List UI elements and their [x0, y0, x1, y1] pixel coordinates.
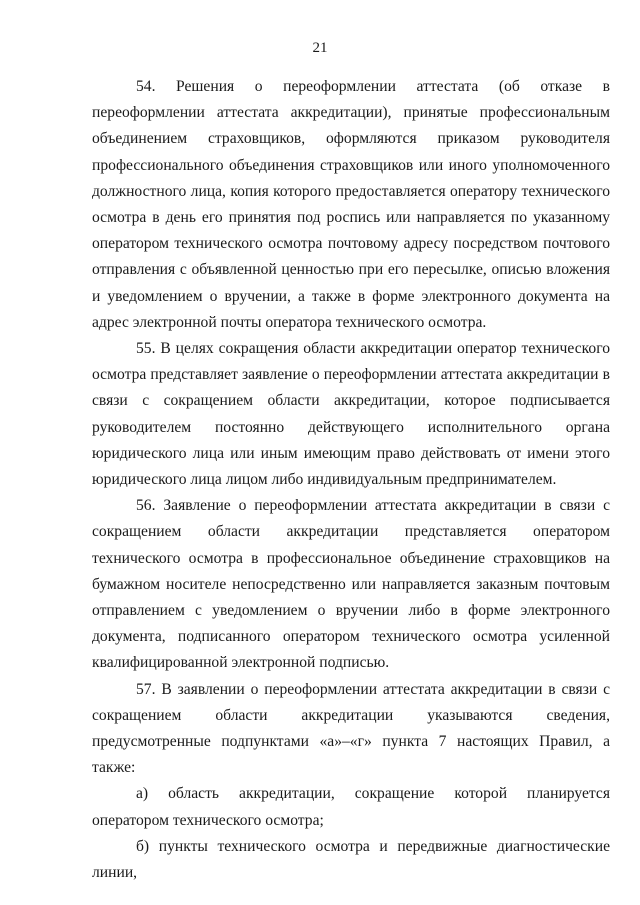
page-number: 21	[312, 40, 328, 56]
document-body	[92, 74, 610, 886]
subitem-b: б) пункты технического осмотра и передвижные диагностические линии,	[92, 837, 610, 882]
paragraph-56: 56. Заявление о переоформлении аттестата аккредитации в связи с сокращением области аккредитации представляется оператором технического осмотра в профессиональное объединение страховщиков на бумажном носителе непосредственно или направляется заказным почтовым отправлением с уведомлением о вручении либо в форме электронного документа, подписанного оператором технического осмотра усиленной квалифицированной электронной подписью.	[92, 497, 610, 672]
subitem-a: а) область аккредитации, сокращение которой планируется оператором технического осмотра;	[92, 785, 610, 829]
paragraph-55: 55. В целях сокращения области аккредитации оператор технического осмотра представляет заявление о переоформлении аттестата аккредитации в связи с сокращением области аккредитации, которое подписывается руководителем постоянно действующего исполнительного органа юридического лица или иным имеющим право действовать от имени этого юридического лица лицом либо индивидуальным предпринимателем.	[92, 340, 610, 489]
paragraph-57: 57. В заявлении о переоформлении аттестата аккредитации в связи с сокращением области аккредитации указываются сведения, предусмотренные подпунктами «а»–«г» пункта 7 настоящих Правил, а также:	[92, 680, 610, 777]
paragraph-54: 54. Решения о переоформлении аттестата (об отказе в переоформлении аттестата аккредитации), принятые профессиональным объединением страховщиков, оформляются приказом руководителя профессионального объединения страховщиков или иного уполномоченного должностного лица, копия которого предоставляется оператору технического осмотра в день его принятия под роспись или направляется по указанному оператором технического осмотра почтовому адресу посредством почтового отправления с объявленной ценностью при его пересылке, описью вложения и уведомлением о вручении, а также в форме электронного документа на адрес электронной почты оператора технического осмотра.	[92, 78, 610, 331]
